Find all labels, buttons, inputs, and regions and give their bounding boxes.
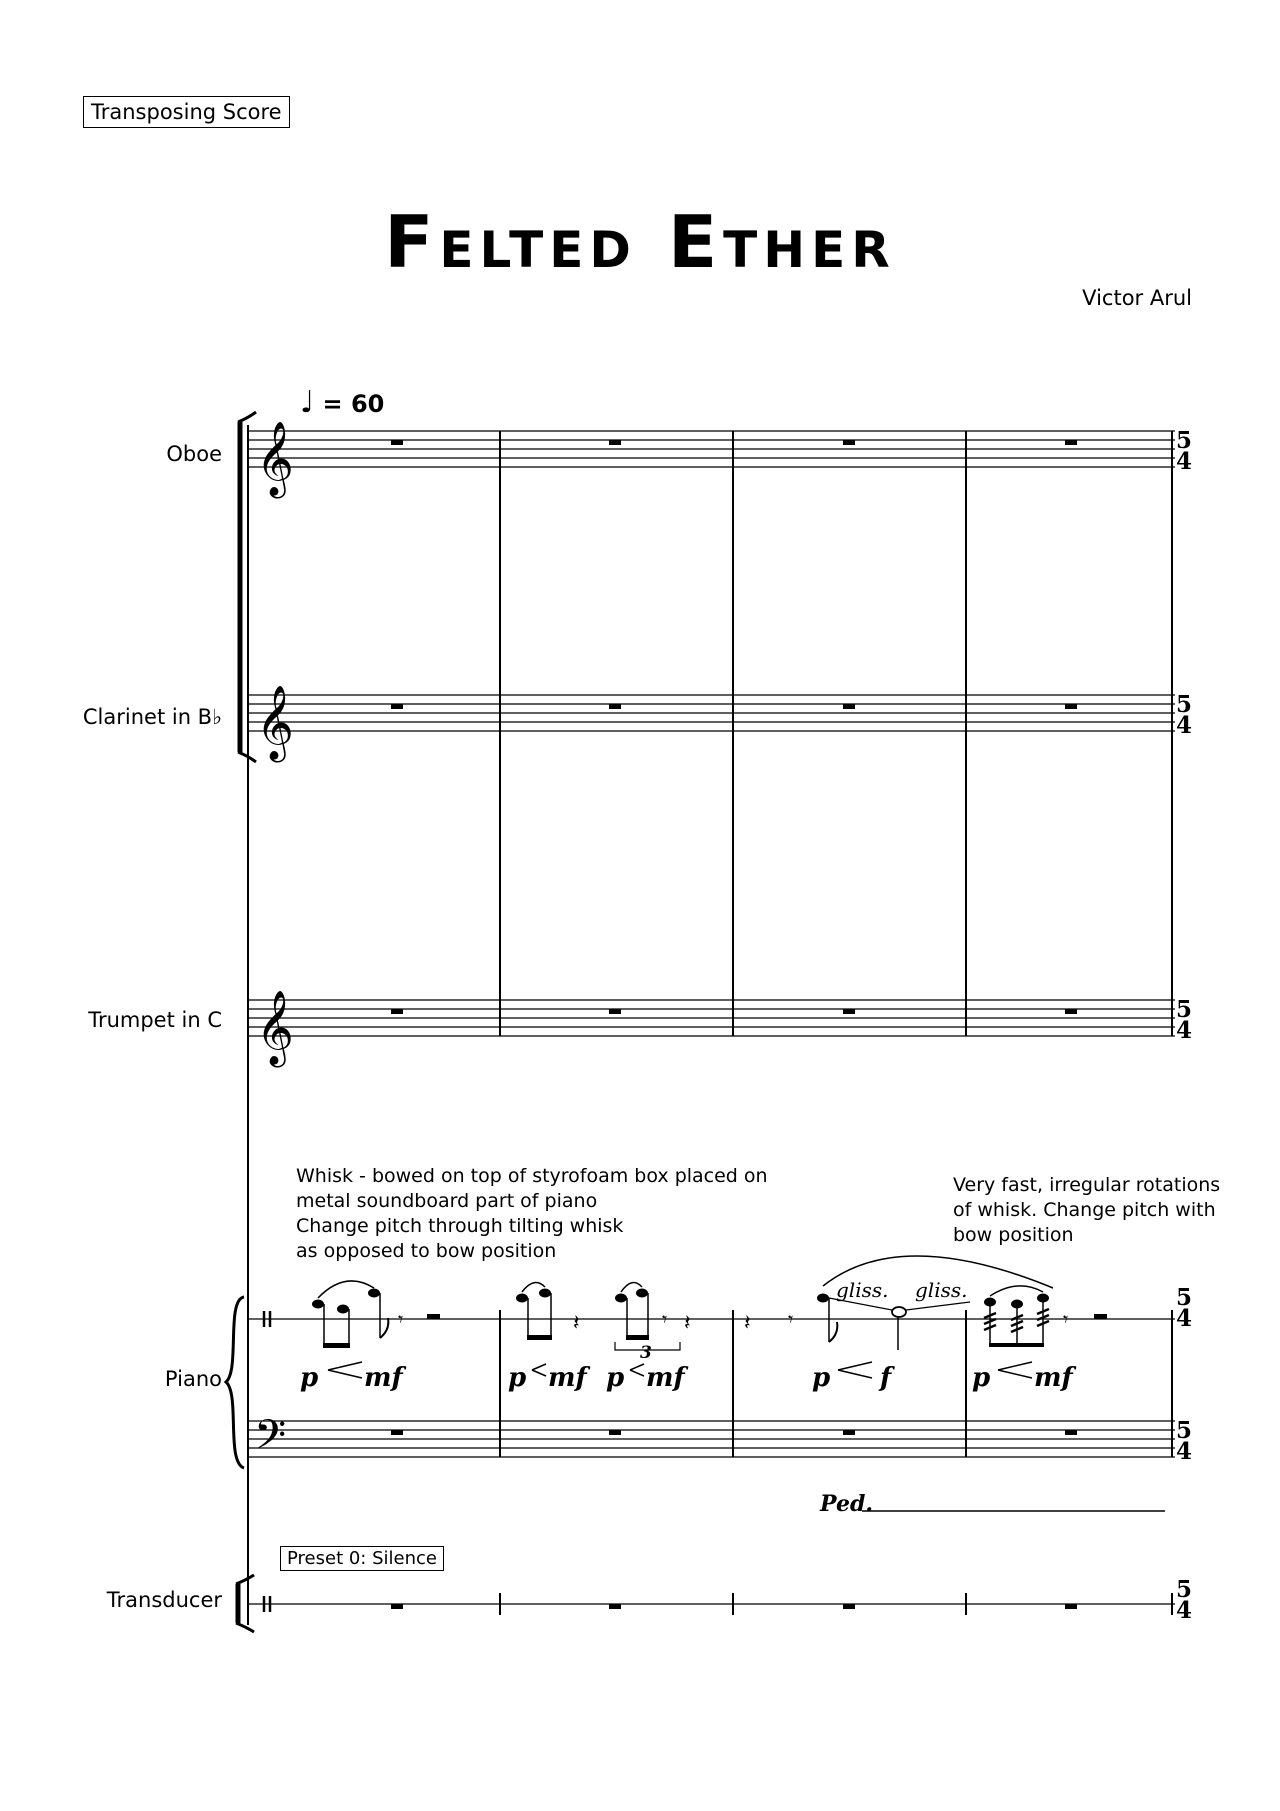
svg-text:mf: mf — [1034, 1363, 1073, 1393]
dynamics — [300, 1362, 1077, 1393]
svg-text:𝄽: 𝄽 — [684, 1311, 691, 1336]
crescendo-hairpin — [532, 1364, 546, 1376]
bass-clef-icon: 𝄢 — [254, 1411, 287, 1469]
pedal-marking: Ped. — [820, 1491, 873, 1517]
instrument-name-clarinet: Clarinet in B♭ — [82, 705, 222, 729]
svg-text:4: 4 — [1176, 712, 1193, 739]
svg-text:𝄾: 𝄾 — [1063, 1307, 1069, 1331]
gliss-label: gliss. — [915, 1278, 968, 1302]
svg-text:𝄾: 𝄾 — [788, 1307, 794, 1331]
rotation-instruction-line: of whisk. Change pitch with — [953, 1199, 1216, 1221]
svg-text:5: 5 — [1176, 1284, 1193, 1311]
tempo-value: = 60 — [322, 390, 385, 418]
svg-text:𝄞: 𝄞 — [256, 422, 294, 496]
svg-text:𝄞: 𝄞 — [256, 991, 294, 1065]
svg-text:mf: mf — [548, 1363, 587, 1393]
svg-text:𝄾: 𝄾 — [398, 1307, 404, 1331]
time-signature — [1176, 427, 1192, 1624]
preset-label: Preset 0: Silence — [280, 1546, 444, 1571]
instrument-name-trumpet: Trumpet in C — [88, 1008, 222, 1032]
barlines-upper — [500, 431, 1172, 1036]
svg-text:5: 5 — [1176, 691, 1193, 718]
crescendo-hairpin — [998, 1362, 1032, 1378]
whisk-instruction-line: as opposed to bow position — [296, 1240, 557, 1262]
svg-text:𝄽: 𝄽 — [744, 1311, 751, 1336]
svg-text:4: 4 — [1176, 1438, 1193, 1465]
svg-text:4: 4 — [1176, 1017, 1193, 1044]
quarter-note-icon: ♩ — [300, 385, 315, 420]
rotation-instruction-line: bow position — [953, 1224, 1074, 1246]
svg-text:5: 5 — [1176, 996, 1193, 1023]
whisk-instruction-line: Whisk - bowed on top of styrofoam box placed on — [296, 1165, 768, 1187]
oboe-staff — [248, 431, 1175, 467]
svg-text:mf: mf — [364, 1363, 403, 1393]
trumpet-staff — [248, 1000, 1175, 1036]
gliss-label: gliss. — [836, 1278, 889, 1302]
composer-name: Victor Arul — [1082, 286, 1192, 310]
piano-notes — [312, 1256, 1107, 1363]
svg-text:5: 5 — [1176, 427, 1193, 454]
svg-text:3: 3 — [640, 1343, 652, 1363]
whisk-instruction-line: metal soundboard part of piano — [296, 1190, 598, 1212]
crescendo-hairpin — [838, 1362, 872, 1378]
crescendo-hairpin — [328, 1362, 362, 1378]
piano-brace — [226, 1297, 244, 1468]
svg-text:4: 4 — [1176, 1597, 1193, 1624]
crescendo-hairpin — [630, 1364, 644, 1376]
clarinet-staff — [248, 695, 1175, 731]
svg-text:p: p — [508, 1363, 527, 1393]
svg-text:𝄽: 𝄽 — [573, 1311, 580, 1336]
svg-text:p: p — [972, 1363, 991, 1393]
rotation-instruction-line: Very fast, irregular rotations — [953, 1174, 1221, 1196]
whisk-instruction-line: Change pitch through tilting whisk — [296, 1215, 624, 1237]
instrument-name-piano: Piano — [164, 1367, 222, 1391]
piece-title: Felted Ether — [384, 200, 896, 284]
svg-text:4: 4 — [1176, 1305, 1193, 1332]
instrument-name-transducer: Transducer — [106, 1588, 222, 1612]
piano-lower-staff — [248, 1421, 1175, 1457]
svg-text:f: f — [880, 1363, 892, 1393]
svg-text:4: 4 — [1176, 448, 1193, 475]
instrument-name-oboe: Oboe — [166, 442, 222, 466]
svg-text:mf: mf — [646, 1363, 685, 1393]
svg-text:5: 5 — [1176, 1417, 1193, 1444]
svg-text:p: p — [812, 1363, 831, 1393]
svg-text:𝄞: 𝄞 — [256, 686, 294, 760]
svg-text:5: 5 — [1176, 1576, 1193, 1603]
svg-text:𝄾: 𝄾 — [662, 1307, 668, 1331]
treble-clef-icon — [256, 422, 294, 1068]
svg-text:p: p — [300, 1363, 319, 1393]
score-type-label: Transposing Score — [83, 96, 290, 128]
svg-text:p: p — [606, 1363, 625, 1393]
